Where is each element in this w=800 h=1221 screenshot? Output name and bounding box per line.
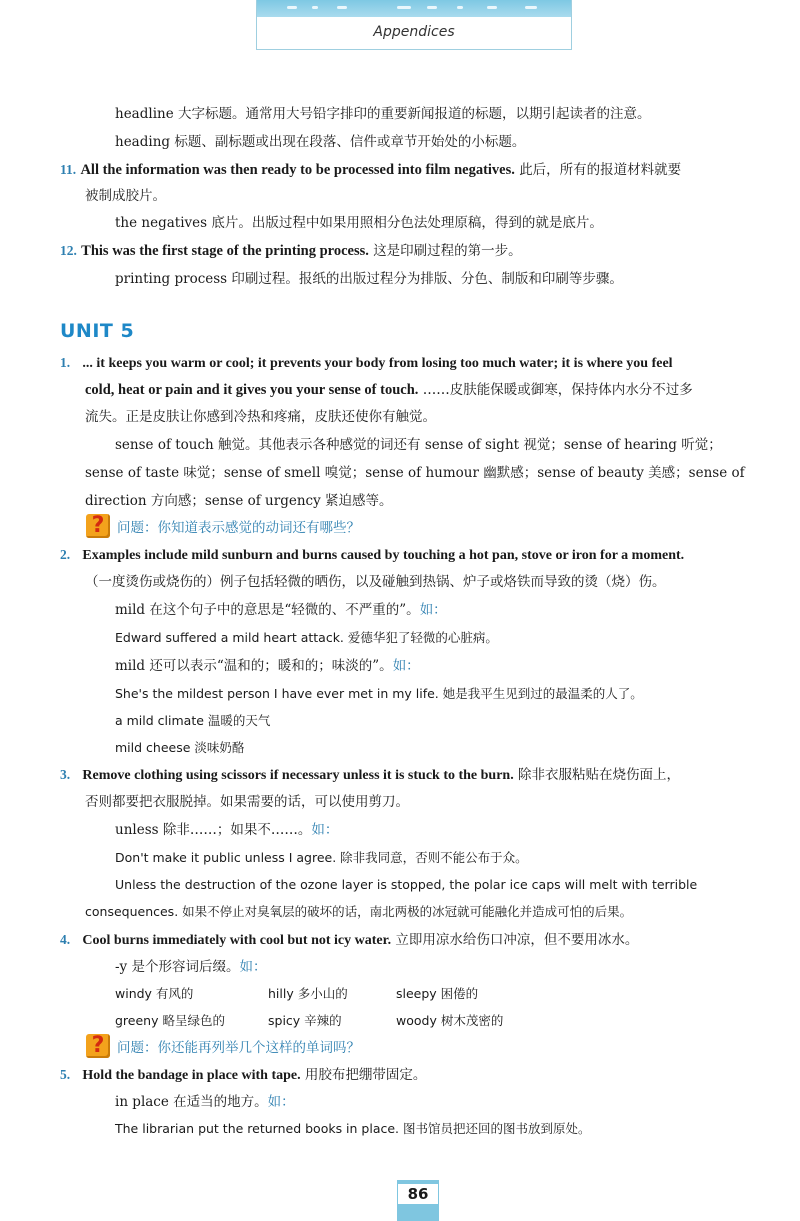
example-marker: 如：: [419, 602, 447, 618]
page-number: 86: [397, 1183, 439, 1205]
item-translation: 用胶布把绷带固定。: [304, 1067, 427, 1083]
word-example: sleepy 困倦的: [396, 986, 479, 1001]
mild-example-2: She's the mildest person I have ever met in my life. 她是我平生见到过的最温柔的人了。: [115, 686, 643, 701]
question-text: 问题：你还能再列举几个这样的单词吗？: [117, 1040, 360, 1056]
item-11-translation-cont: 被制成胶片。: [85, 188, 166, 204]
item-sentence: ... it keeps you warm or cool; it prevents your body from losing too much water; it is where you feel: [82, 356, 673, 371]
item-sentence: Remove clothing using scissors if necessary unless it is stuck to the burn.: [82, 768, 514, 783]
negatives-note: the negatives 底片。出版过程中如果用照相分色法处理原稿，得到的就是底片。: [115, 215, 603, 231]
in-place-example: The librarian put the returned books in place. 图书馆员把还回的图书放到原处。: [115, 1121, 591, 1136]
item-number: 1.: [60, 355, 71, 370]
example-marker: 如：: [239, 959, 267, 975]
in-place-note: [115, 1093, 295, 1111]
item-sentence: All the information was then ready to be processed into film negatives.: [80, 162, 515, 178]
item-sentence: This was the first stage of the printing process.: [81, 243, 369, 259]
item-sentence: Cool burns immediately with cool but not icy water.: [82, 933, 392, 948]
word-example: windy 有风的: [115, 986, 194, 1001]
item-sentence: Examples include mild sunburn and burns caused by touching a hot pan, stove or iron for a moment.: [82, 548, 685, 563]
note-text: unless 除非……；如果不……。: [115, 822, 312, 838]
item-12: [60, 242, 522, 260]
example-marker: 如：: [311, 822, 339, 838]
page-number-tab: [397, 1180, 439, 1221]
page-header: [256, 0, 572, 50]
header-title: Appendices: [373, 24, 455, 40]
unless-example-2-cont: consequences. 如果不停止对臭氧层的破坏的话，南北两极的冰冠就可能融化并造成可怕的后果。: [85, 904, 633, 919]
mild-example-1: Edward suffered a mild heart attack. 爱德华犯了轻微的心脏病。: [115, 630, 498, 645]
note-text: mild 还可以表示“温和的；暖和的；味淡的”。: [115, 658, 393, 674]
item-1: [60, 354, 673, 373]
question-text: 问题：你知道表示感觉的动词还有哪些？: [117, 520, 360, 536]
item-sentence: Hold the bandage in place with tape.: [82, 1068, 301, 1083]
unless-example-1: Don't make it public unless I agree. 除非我同意，否则不能公布于众。: [115, 850, 528, 865]
sense-note-2: sense of taste 味觉；sense of smell 嗅觉；sense of humour 幽默感；sense of beauty 美感；sense of: [85, 465, 745, 481]
item-number: 11.: [60, 162, 77, 177]
word-example: hilly 多小山的: [268, 986, 348, 1001]
item-2-translation: （一度烫伤或烧伤的）例子包括轻微的晒伤，以及碰触到热锅、炉子或烙铁而导致的烫（烧）伤。: [85, 574, 666, 590]
note-text: in place 在适当的地方。: [115, 1094, 268, 1110]
mild-note-1: [115, 601, 447, 619]
suffix-note: [115, 958, 266, 976]
item-3: [60, 766, 680, 785]
item-11: [60, 161, 681, 179]
unless-note: [115, 821, 338, 839]
unless-example-2: Unless the destruction of the ozone layer is stopped, the polar ice caps will melt with terrible: [115, 877, 698, 892]
item-translation: 除非衣服粘贴在烧伤面上，: [518, 767, 681, 783]
headline-note: headline 大字标题。通常用大号铅字排印的重要新闻报道的标题，以期引起读者的注意。: [115, 106, 651, 122]
printing-process-note: printing process 印刷过程。报纸的出版过程分为排版、分色、制版和印刷等步骤。: [115, 271, 623, 287]
item-translation: 立即用凉水给伤口冲凉，但不要用冰水。: [395, 932, 639, 948]
item-5: [60, 1066, 426, 1085]
item-number: 3.: [60, 767, 71, 782]
heading-note: heading 标题、副标题或出现在段落、信件或章节开始处的小标题。: [115, 134, 526, 150]
example-marker: 如：: [267, 1094, 295, 1110]
unit-title: UNIT 5: [60, 320, 135, 342]
note-text: -y 是个形容词后缀。: [115, 959, 240, 975]
note-text: mild 在这个句子中的意思是“轻微的、不严重的”。: [115, 602, 420, 618]
item-1-line2: [85, 381, 693, 399]
question-icon: ?: [86, 514, 110, 538]
header-band: [257, 0, 571, 17]
mild-note-2: [115, 657, 420, 675]
word-example: spicy 辛辣的: [268, 1013, 342, 1028]
item-translation: 这是印刷过程的第一步。: [373, 243, 522, 259]
example-marker: 如：: [392, 658, 420, 674]
item-number: 4.: [60, 932, 71, 947]
mild-example-4: mild cheese 淡味奶酪: [115, 740, 245, 755]
sense-note-1: sense of touch 触觉。其他表示各种感觉的词还有 sense of sight 视觉；sense of hearing 听觉；: [115, 437, 722, 453]
item-translation: 此后，所有的报道材料就要: [519, 162, 682, 178]
word-example: woody 树木茂密的: [396, 1013, 504, 1028]
item-3-translation-cont: 否则都要把衣服脱掉。如果需要的话，可以使用剪刀。: [85, 794, 409, 810]
item-4: [60, 931, 638, 950]
item-number: 5.: [60, 1067, 71, 1082]
item-2: [60, 546, 684, 565]
item-number: 2.: [60, 547, 71, 562]
item-sentence-cont: cold, heat or pain and it gives you your sense of touch.: [85, 382, 419, 398]
item-1-translation-cont: 流失。正是皮肤让你感到冷热和疼痛，皮肤还使你有触觉。: [85, 409, 436, 425]
word-example: greeny 略呈绿色的: [115, 1013, 225, 1028]
item-number: 12.: [60, 243, 77, 258]
item-translation: ……皮肤能保暖或御寒，保持体内水分不过多: [422, 382, 693, 398]
mild-example-3: a mild climate 温暖的天气: [115, 713, 271, 728]
sense-note-3: direction 方向感；sense of urgency 紧迫感等。: [85, 493, 393, 509]
question-icon: ?: [86, 1034, 110, 1058]
